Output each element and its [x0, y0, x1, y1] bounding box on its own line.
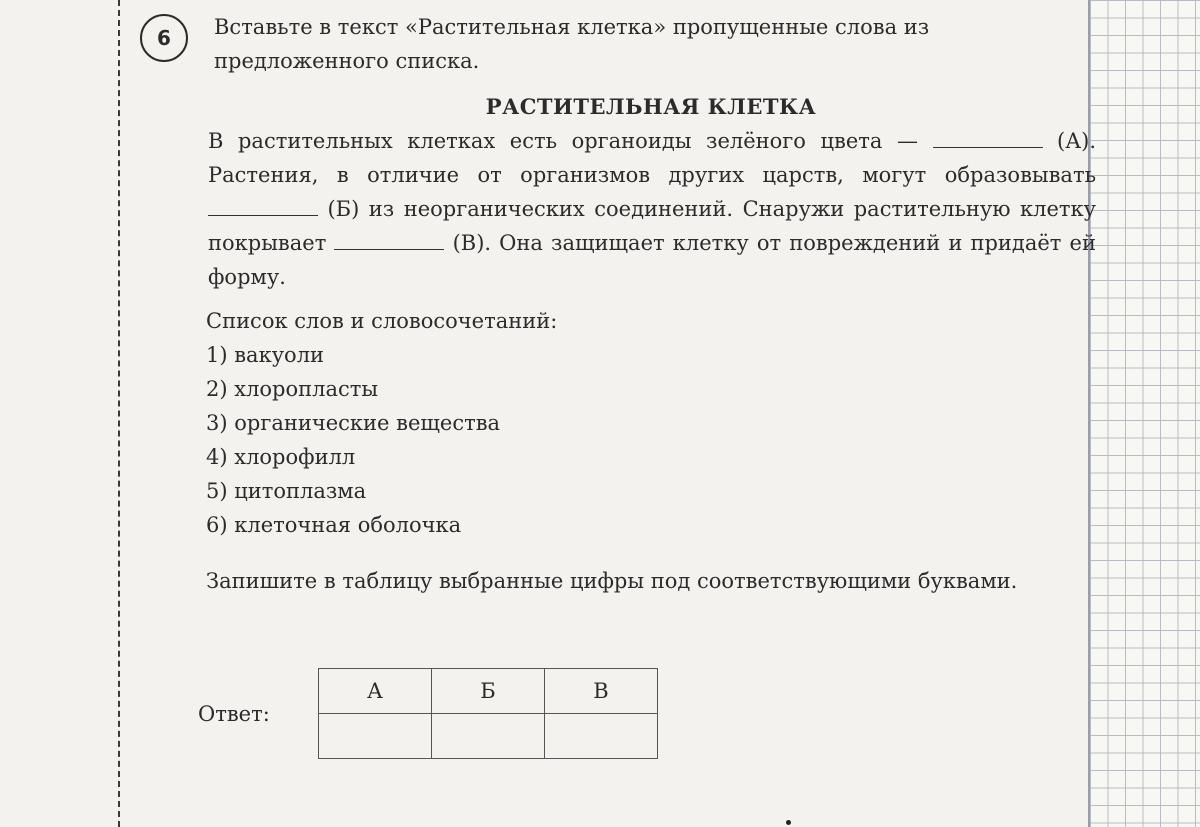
list-item: 6) клеточная оболочка: [206, 513, 462, 537]
list-item: 5) цитоплазма: [206, 479, 367, 503]
answer-header-v: В: [545, 669, 658, 714]
dashed-cut-line: [118, 0, 120, 827]
grid-paper-strip: [1088, 0, 1200, 827]
word-list-heading: Список слов и словосочетаний:: [206, 309, 558, 333]
list-item: 1) вакуоли: [206, 343, 325, 367]
answer-row: [198, 668, 658, 759]
task-number: 6: [157, 26, 171, 50]
list-item: 4) хлорофилл: [206, 445, 356, 469]
task-instruction: Вставьте в текст «Растительная клетка» пропущенные слова из предложенного списка.: [214, 15, 930, 73]
answer-input-row: [319, 714, 658, 759]
answer-cell-v[interactable]: [545, 714, 658, 759]
write-instruction: Запишите в таблицу выбранные цифры под соответствующими буквами.: [206, 569, 1018, 593]
answer-label: Ответ:: [198, 701, 270, 726]
answer-header-a: А: [319, 669, 432, 714]
blank-v[interactable]: [334, 229, 444, 250]
answer-table: [318, 668, 658, 759]
task-number-badge: [140, 14, 188, 62]
page-dot: [786, 820, 791, 825]
answer-cell-a[interactable]: [319, 714, 432, 759]
blank-a[interactable]: [933, 127, 1043, 148]
text-part-4: (В). Она защищает клетку от повреждений и придаёт ей форму.: [208, 231, 1096, 289]
text-paragraph: [206, 124, 1096, 294]
answer-cell-b[interactable]: [432, 714, 545, 759]
blank-b[interactable]: [208, 195, 318, 216]
text-title: РАСТИТЕЛЬНАЯ КЛЕТКА: [485, 94, 817, 119]
list-item: 2) хлоропласты: [206, 377, 379, 401]
task-content: [206, 10, 1096, 598]
text-part-3: (Б) из неорганических соединений. Снаружи растительную клетку покрывает: [208, 197, 1096, 255]
answer-header-b: Б: [432, 669, 545, 714]
list-item: 3) органические вещества: [206, 411, 501, 435]
text-part-1: В растительных клетках есть органоиды зелёного цвета —: [208, 129, 933, 153]
answer-header-row: [319, 669, 658, 714]
word-list: [206, 338, 1096, 542]
text-part-2: (А). Растения, в отличие от организмов других царств, могут образовывать: [208, 129, 1097, 187]
